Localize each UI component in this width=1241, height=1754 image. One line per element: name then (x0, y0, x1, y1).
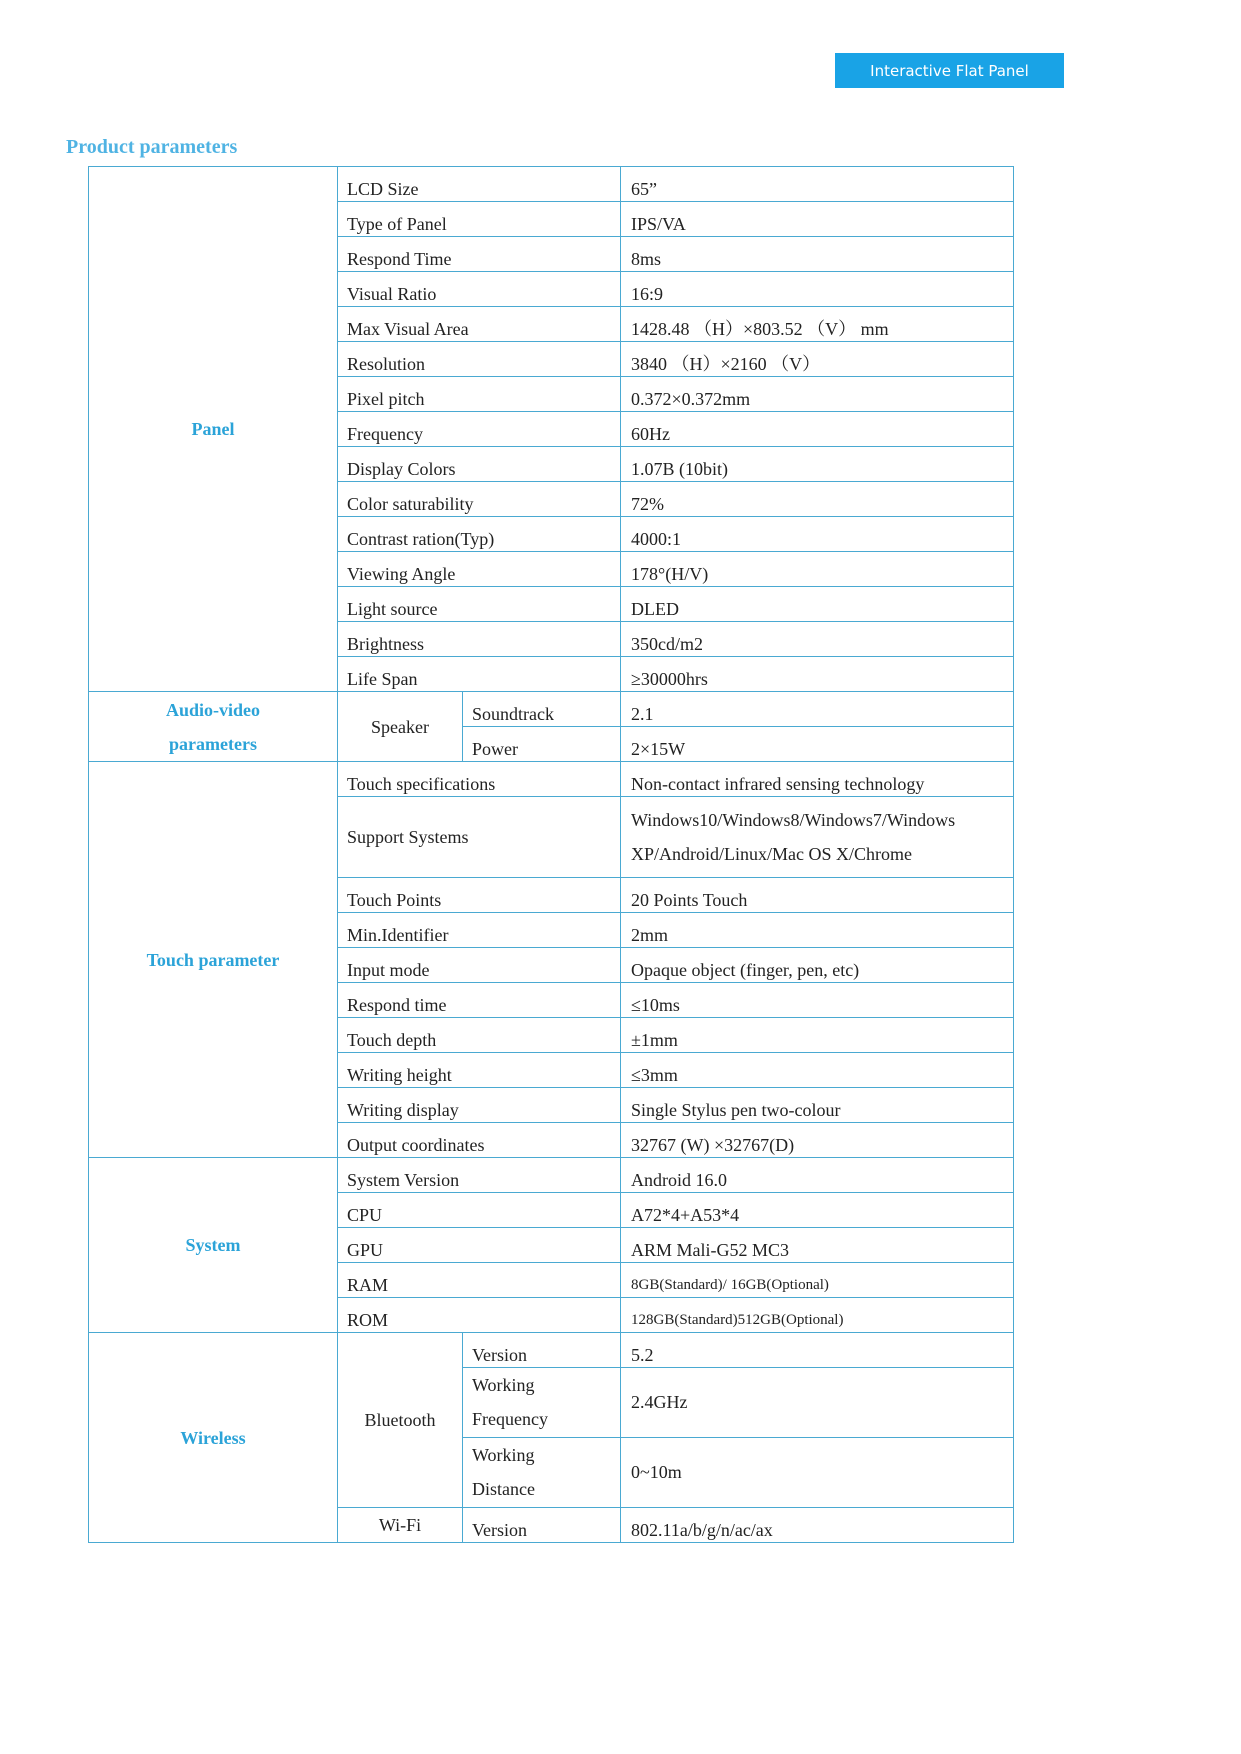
param-value: 178°(H/V) (621, 552, 1014, 587)
section-label-touch: Touch parameter (89, 762, 338, 1158)
param-name: Frequency (338, 412, 621, 447)
document-badge: Interactive Flat Panel (835, 53, 1064, 88)
param-value: 4000:1 (621, 517, 1014, 552)
param-name (463, 1368, 621, 1438)
param-value: 802.11a/b/g/n/ac/ax (621, 1508, 1014, 1543)
param-name (463, 1438, 621, 1508)
param-name: Writing display (338, 1088, 621, 1123)
param-name-line: Working (472, 1375, 535, 1395)
param-name: Touch specifications (338, 762, 621, 797)
param-value: ≥30000hrs (621, 657, 1014, 692)
param-value: Opaque object (finger, pen, etc) (621, 948, 1014, 983)
param-value: Android 16.0 (621, 1158, 1014, 1193)
param-name: Type of Panel (338, 202, 621, 237)
param-value (621, 797, 1014, 878)
param-name: Brightness (338, 622, 621, 657)
param-value: 72% (621, 482, 1014, 517)
param-value: 5.2 (621, 1333, 1014, 1368)
param-value: 3840 （H）×2160 （V） (621, 342, 1014, 377)
section-label-panel: Panel (89, 167, 338, 692)
param-value: 8GB(Standard)/ 16GB(Optional) (621, 1263, 1014, 1298)
param-value: 0.372×0.372mm (621, 377, 1014, 412)
page-title: Product parameters (66, 136, 238, 158)
param-name: Writing height (338, 1053, 621, 1088)
table-row (89, 1158, 1014, 1193)
param-name: Pixel pitch (338, 377, 621, 412)
param-name: Input mode (338, 948, 621, 983)
param-name: Output coordinates (338, 1123, 621, 1158)
param-value: 16:9 (621, 272, 1014, 307)
param-name: Respond time (338, 983, 621, 1018)
param-name-line: Distance (472, 1479, 535, 1499)
section-label-audio-line: Audio-video (165, 699, 261, 720)
table-row (89, 762, 1014, 797)
param-value: 20 Points Touch (621, 878, 1014, 913)
section-label-audio-line: parameters (169, 733, 257, 754)
section-label-wireless: Wireless (89, 1333, 338, 1543)
param-value: 350cd/m2 (621, 622, 1014, 657)
param-name: Touch Points (338, 878, 621, 913)
group-label-wifi: Wi-Fi (338, 1508, 463, 1543)
param-value: ≤3mm (621, 1053, 1014, 1088)
param-name: Max Visual Area (338, 307, 621, 342)
param-name: Resolution (338, 342, 621, 377)
param-value: Single Stylus pen two-colour (621, 1088, 1014, 1123)
param-value: 2×15W (621, 727, 1014, 762)
param-value: 32767 (W) ×32767(D) (621, 1123, 1014, 1158)
param-value: IPS/VA (621, 202, 1014, 237)
param-value: ≤10ms (621, 983, 1014, 1018)
group-label-speaker: Speaker (338, 692, 463, 762)
param-value: 1428.48 （H）×803.52 （V） mm (621, 307, 1014, 342)
param-name: Support Systems (338, 797, 621, 878)
param-name: Color saturability (338, 482, 621, 517)
param-value-line: Windows10/Windows8/Windows7/Windows (631, 809, 956, 830)
param-value: 8ms (621, 237, 1014, 272)
group-label-bluetooth: Bluetooth (338, 1333, 463, 1508)
param-name: Viewing Angle (338, 552, 621, 587)
param-value: ±1mm (621, 1018, 1014, 1053)
param-value: 0~10m (621, 1438, 1014, 1508)
param-name: GPU (338, 1228, 621, 1263)
section-label-system: System (89, 1158, 338, 1333)
param-name: Version (463, 1508, 621, 1543)
param-name: CPU (338, 1193, 621, 1228)
param-name: Version (463, 1333, 621, 1368)
spec-table-body (89, 167, 1014, 1543)
param-value: Non-contact infrared sensing technology (621, 762, 1014, 797)
param-name: Respond Time (338, 237, 621, 272)
param-name: Life Span (338, 657, 621, 692)
table-row (89, 167, 1014, 202)
param-value-line: XP/Android/Linux/Mac OS X/Chrome (631, 843, 912, 864)
spec-table (88, 166, 1014, 1543)
param-value: 65” (621, 167, 1014, 202)
param-name: Power (463, 727, 621, 762)
param-value: 60Hz (621, 412, 1014, 447)
param-name-line: Working (472, 1445, 535, 1465)
param-value: 2.4GHz (621, 1368, 1014, 1438)
param-name: Display Colors (338, 447, 621, 482)
section-label-audio (89, 692, 338, 762)
param-name: ROM (338, 1298, 621, 1333)
param-name: Contrast ration(Typ) (338, 517, 621, 552)
table-row (89, 692, 1014, 727)
param-value: ARM Mali-G52 MC3 (621, 1228, 1014, 1263)
param-value: A72*4+A53*4 (621, 1193, 1014, 1228)
param-value: 2mm (621, 913, 1014, 948)
param-name: Touch depth (338, 1018, 621, 1053)
param-value: 1.07B (10bit) (621, 447, 1014, 482)
table-row (89, 1333, 1014, 1368)
param-value: 2.1 (621, 692, 1014, 727)
param-value: 128GB(Standard)512GB(Optional) (621, 1298, 1014, 1333)
param-name: Light source (338, 587, 621, 622)
param-name: Min.Identifier (338, 913, 621, 948)
param-name: RAM (338, 1263, 621, 1298)
param-name-line: Frequency (472, 1409, 548, 1429)
param-name: Soundtrack (463, 692, 621, 727)
param-name: LCD Size (338, 167, 621, 202)
param-name: System Version (338, 1158, 621, 1193)
param-name: Visual Ratio (338, 272, 621, 307)
param-value: DLED (621, 587, 1014, 622)
